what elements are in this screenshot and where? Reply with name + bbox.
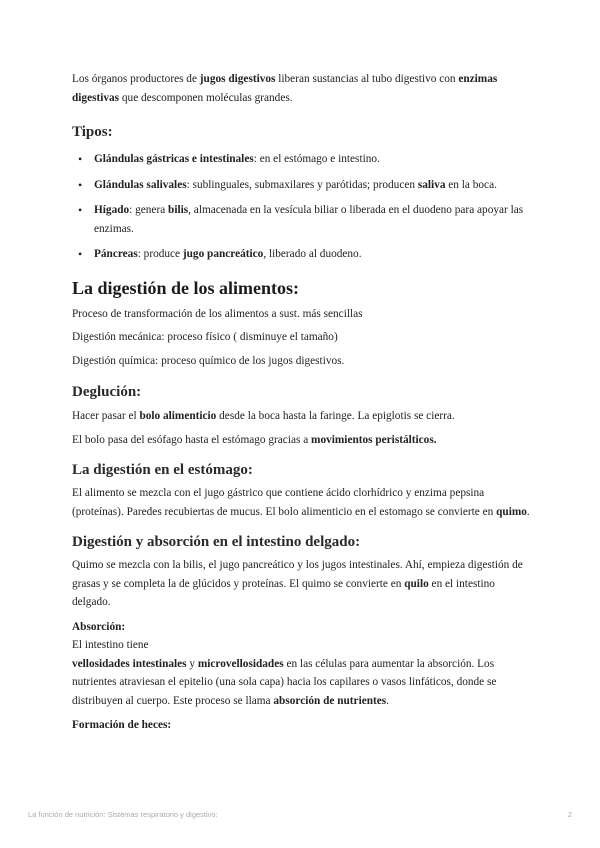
item-text: , liberado al duodeno.	[263, 248, 362, 260]
item-term: saliva	[417, 178, 446, 191]
bold-term: absorción de nutrientes	[273, 694, 387, 707]
document-body	[72, 70, 530, 735]
bold-term: quilo	[404, 577, 429, 590]
list-item	[72, 245, 530, 264]
digestion-definition: Proceso de transformación de los alimentos a sust. más sencillas	[72, 307, 363, 320]
digestion-quimica: Digestión química: proceso químico de los jugos digestivos.	[72, 354, 345, 367]
item-text: en la boca.	[445, 178, 497, 191]
intro-bold-term: jugos digestivos	[199, 73, 276, 85]
deglucion-paragraph-1	[72, 407, 530, 426]
digestion-heading: La digestión de los alimentos:	[72, 277, 300, 298]
paragraph-text: .	[386, 694, 389, 707]
estomago-heading: La digestión en el estómago:	[72, 462, 253, 478]
paragraph-text: El alimento se mezcla con el jugo gástrico que contiene ácido clorhídrico y enzima pepsina (proteínas). Paredes recubiertas de mucus. El bolo alimenticio en el estomago se convierte en	[72, 487, 497, 518]
paragraph-text: en el intestino delgado.	[72, 577, 495, 608]
item-term: Glándulas salivales	[94, 178, 187, 191]
intro-text: Los órganos productores de	[72, 73, 200, 85]
intestino-paragraph	[72, 556, 530, 612]
bold-term: vellosidades intestinales	[72, 657, 187, 670]
page-footer	[28, 810, 572, 819]
absorcion-heading: Absorción:	[72, 620, 126, 633]
paragraph-text: en las células para aumentar la absorción. Los nutrientes atraviesan el epitelio (una sola capa) hacia los capilares o vasos linfáticos, donde se distribuyen al cuerpo. Este proceso se llama	[72, 657, 497, 707]
item-term: Hígado	[94, 204, 130, 216]
intro-bold-term: enzimas digestivas	[72, 73, 498, 104]
paragraph-text: .	[526, 505, 530, 518]
page-number: 2	[567, 810, 572, 819]
bold-term: quimo	[496, 505, 527, 518]
intro-text: que descomponen moléculas grandes.	[119, 91, 293, 104]
bold-term: bolo alimenticio	[139, 410, 217, 422]
item-text: , almacenada en la vesícula biliar o liberada en el duodeno para apoyar las enzimas.	[94, 204, 524, 235]
intestino-heading: Digestión y absorción en el intestino delgado:	[72, 534, 361, 550]
item-term: bilis	[168, 204, 189, 216]
paragraph-text: desde la boca hasta la faringe. La epiglotis se cierra.	[216, 410, 455, 422]
estomago-paragraph	[72, 484, 530, 521]
paragraph-text: Quimo se mezcla con la bilis, el jugo pancreático y los jugos intestinales. Ahí, empieza digestión de grasas y se completa la de glúcidos y proteínas. El quimo se convierte en	[72, 559, 523, 590]
list-item	[72, 176, 530, 195]
paragraph-text: El bolo pasa del esófago hasta el estómago gracias a	[72, 433, 312, 446]
bold-term: microvellosidades	[197, 657, 284, 670]
item-term: Glándulas gástricas e intestinales	[94, 153, 254, 165]
footer-title: La función de nutrición: Sistemas respiratorio y digestivo:	[28, 810, 218, 819]
item-text: : en el estómago e intestino.	[253, 153, 380, 165]
item-text: : sublinguales, submaxilares y parótidas; producen	[186, 178, 418, 191]
absorcion-paragraph	[72, 655, 530, 711]
deglucion-paragraph-2	[72, 431, 530, 450]
bold-term: movimientos peristálticos.	[311, 433, 437, 446]
item-text: : genera	[129, 204, 169, 216]
heces-heading: Formación de heces:	[72, 719, 172, 731]
digestion-mecanica: Digestión mecánica: proceso físico ( disminuye el tamaño)	[72, 331, 338, 343]
tipos-heading: Tipos:	[72, 124, 113, 140]
absorcion-line: El intestino tiene	[72, 639, 149, 651]
item-term: jugo pancreático	[182, 248, 264, 260]
intro-text: liberan sustancias al tubo digestivo con	[275, 73, 459, 85]
list-item	[72, 150, 530, 169]
tipos-list	[72, 150, 530, 264]
intro-paragraph	[72, 70, 530, 107]
list-item	[72, 201, 530, 238]
item-term: Páncreas	[94, 248, 138, 260]
item-text: : produce	[137, 248, 183, 260]
deglucion-heading: Deglución:	[72, 384, 142, 400]
paragraph-text: Hacer pasar el	[72, 410, 140, 422]
paragraph-text: y	[186, 657, 198, 670]
